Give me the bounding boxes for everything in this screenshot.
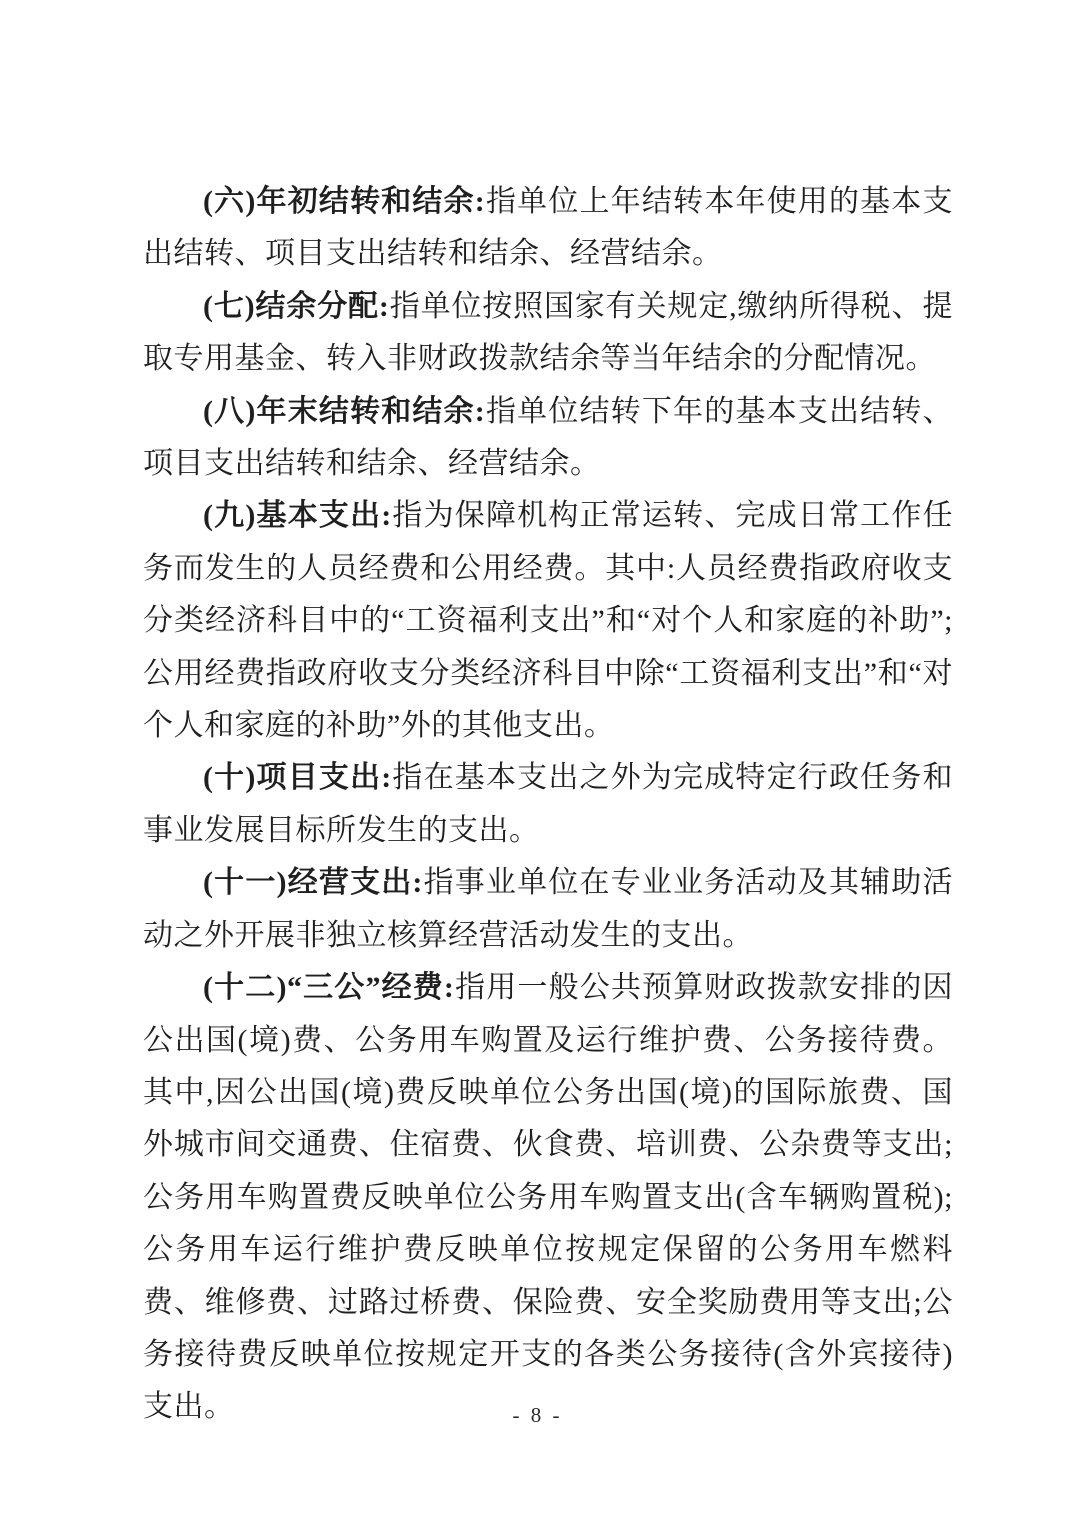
definition-paragraph-8	[143, 386, 953, 491]
definition-text: 指用一般公共预算财政拨款安排的因公出国(境)费、公务用车购置及运行维护费、公务接待费。其中,因公出国(境)费反映单位公务出国(境)的国际旅费、国外城市间交通费、住宿费、伙食费、培训费、公杂费等支出;公务用车购置费反映单位公务用车购置支出(含车辆购置税);公务用车运行维护费反映单位按规定保留的公务用车燃料费、维修费、过路过桥费、保险费、安全奖励费用等支出;公务接待费反映单位按规定开支的各类公务接待(含外宾接待)支出。	[143, 971, 953, 1424]
definition-text: 指为保障机构正常运转、完成日常工作任务而发生的人员经费和公用经费。其中:人员经费指政府收支分类经济科目中的“工资福利支出”和“对个人和家庭的补助”;公用经费指政府收支分类经济科目中除“工资福利支出”和“对个人和家庭的补助”外的其他支出。	[143, 499, 954, 743]
definition-text: 指事业单位在专业业务活动及其辅助活动之外开展非独立核算经营活动发生的支出。	[143, 866, 953, 952]
definition-term: (十一)经营支出:	[203, 866, 423, 900]
definition-paragraph-11	[143, 857, 953, 962]
definition-paragraph-12	[143, 962, 953, 1434]
definition-paragraph-9	[143, 490, 953, 752]
definition-term: (六)年初结转和结余:	[203, 185, 486, 218]
definition-term: (八)年末结转和结余:	[203, 394, 486, 428]
definition-text: 指单位按照国家有关规定,缴纳所得税、提取专用基金、转入非财政拨款结余等当年结余的分配情况。	[143, 289, 953, 376]
definition-text: 指单位结转下年的基本支出结转、项目支出结转和结余、经营结余。	[143, 394, 953, 481]
definition-term: (七)结余分配:	[203, 289, 390, 323]
document-body	[143, 176, 953, 1434]
definition-paragraph-7	[143, 281, 953, 386]
definition-text: 指在基本支出之外为完成特定行政任务和事业发展目标所发生的支出。	[143, 761, 954, 847]
definition-term: (十)项目支出:	[203, 761, 392, 795]
definition-text: 指单位上年结转本年使用的基本支出结转、项目支出结转和结余、经营结余。	[143, 185, 953, 271]
definition-term: (九)基本支出:	[203, 499, 392, 533]
page-number: - 8 -	[512, 1403, 563, 1427]
definition-paragraph-6	[143, 176, 953, 281]
definition-paragraph-10	[143, 752, 953, 857]
definition-term: (十二)“三公”经费:	[203, 971, 455, 1005]
